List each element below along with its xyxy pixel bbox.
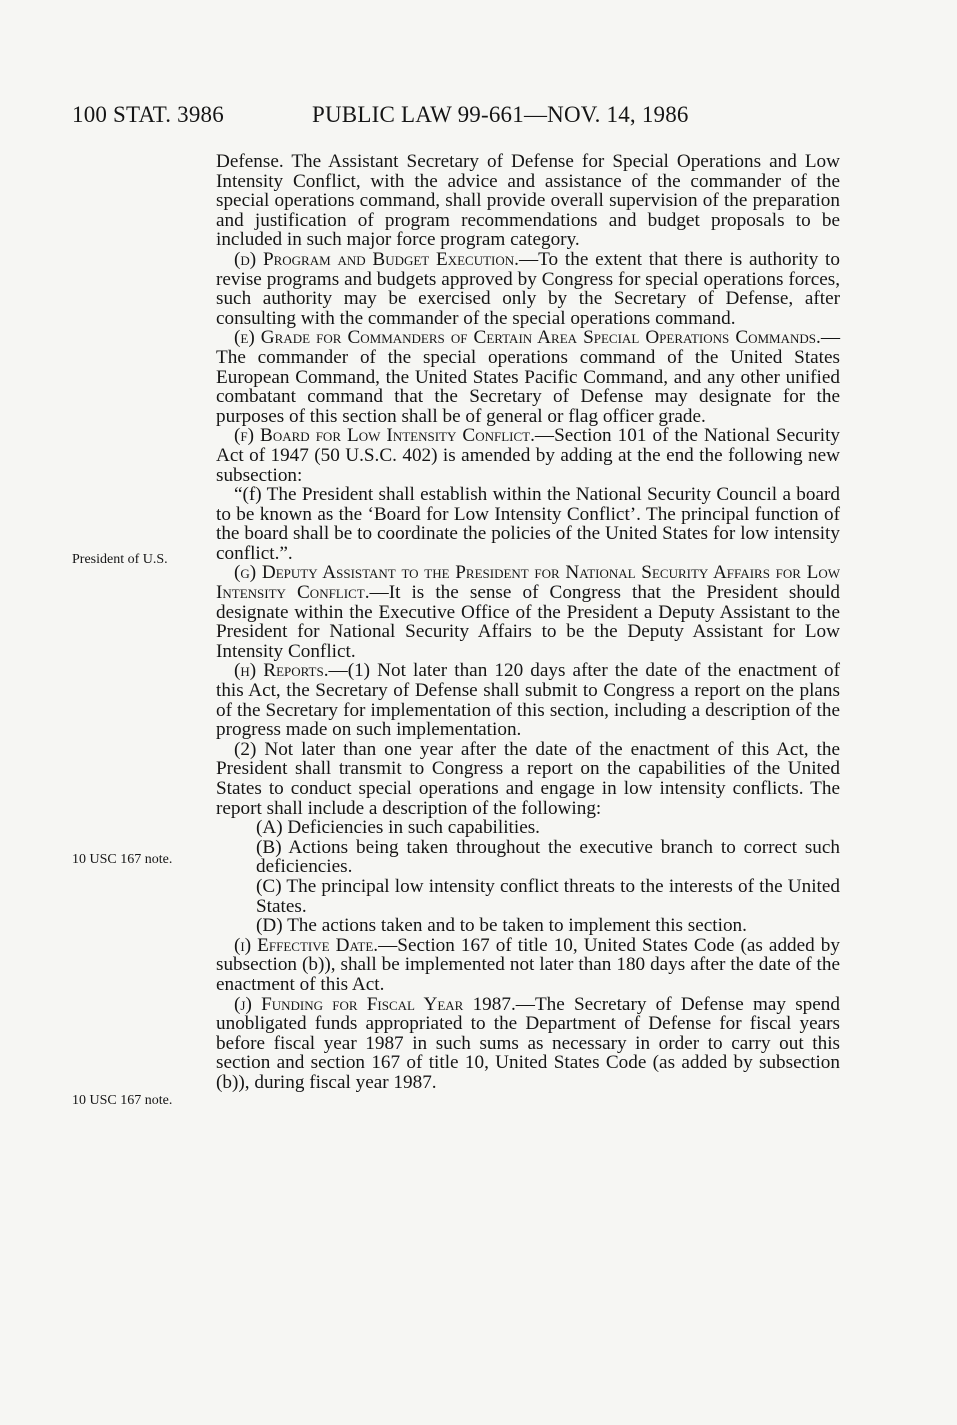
subsection-d: (d) Program and Budget Execution.—To the extent that there is authority to revise programs and budgets approved by Congress for special operations forces, such authority may be exercised only by the Secretary of Defense, after consulting with the commander of the special operations command. (216, 248, 840, 329)
margin-note-usc-2: 10 USC 167 note. (72, 1093, 173, 1108)
subsection-d-heading: (d) Program and Budget Execution. (234, 248, 519, 270)
subsection-e: (e) Grade for Commanders of Certain Area Special Operations Commands.—The commander of the special operations command of the United States European Command, the United States Pacific Command, and any other unified combatant command that the Secretary of Defense may designate for the purposes of this section shall be of general or flag officer grade. (216, 327, 841, 427)
subsection-j-heading: (j) Funding for Fiscal Year 1987. (234, 993, 516, 1015)
subsection-f: (f) Board for Low Intensity Conflict.—Section 101 of the National Security Act of 1947 (50 U.S.C. 402) is amended by adding at the end the following new subsection: (216, 425, 840, 486)
list-item-b: (B) Actions being taken throughout the executive branch to correct such deficiencies. (256, 836, 840, 878)
subsection-h-2: (2) Not later than one year after the date of the enactment of this Act, the President shall transmit to Congress a report on the capabilities of the United States to conduct special operations and engage in low intensity conflicts. The report shall include a description of the following: (216, 738, 840, 819)
list-item-d: (D) The actions taken and to be taken to implement this section. (256, 915, 747, 937)
list-item-c: (C) The principal low intensity conflict threats to the interests of the United States. (256, 875, 840, 917)
list-item-a: (A) Deficiencies in such capabilities. (256, 817, 540, 839)
subsection-j: (j) Funding for Fiscal Year 1987.—The Secretary of Defense may spend unobligated funds appropriated to the Department of Defense for fiscal years before fiscal year 1987 in such sums as necessary in order to carry out this section and section 167 of title 10, United States Code (as added by subsection (b)), during fiscal year 1987. (216, 993, 840, 1093)
subsection-g-heading: (g) Deputy Assistant to the President for National Security Affairs for Low Intensity Conflict. (216, 562, 840, 604)
subsection-h: (h) Reports.—(1) Not later than 120 days after the date of the enactment of this Act, the Secretary of Defense shall submit to Congress a report on the plans of the Secretary for implementation of this section, including a description of the progress made on such implementation. (216, 660, 840, 741)
subsection-i-heading: (i) Effective Date. (234, 934, 379, 956)
subsection-g: (g) Deputy Assistant to the President for National Security Affairs for Low Intensity Conflict.—It is the sense of Congress that the President should designate within the Executive Office of the President a Deputy Assistant to the President for National Security Affairs to be the Deputy Assistant for Low Intensity Conflict. (216, 562, 841, 662)
subsection-f-quote: “(f) The President shall establish within the National Security Council a board to be known as the ‘Board for Low Intensity Conflict’. The principal function of the board shall be to coordinate the policies of the United States for low intensity conflict.”. (216, 484, 840, 564)
public-law-citation: PUBLIC LAW 99-661—NOV. 14, 1986 (312, 102, 689, 127)
page-header (72, 102, 892, 132)
margin-note-usc-1: 10 USC 167 note. (72, 852, 173, 867)
margin-note-president: President of U.S. (72, 552, 168, 567)
subsection-e-heading: (e) Grade for Commanders of Certain Area Special Operations Commands. (234, 327, 821, 349)
body-text (216, 152, 840, 1093)
statute-page-number: 100 STAT. 3986 (72, 102, 224, 127)
subsection-i: (i) Effective Date.—Section 167 of title 10, United States Code (as added by subsection (b)), shall be implemented not later than 180 days after the date of the enactment of this Act. (216, 934, 840, 995)
subsection-h-heading: (h) Reports. (234, 660, 329, 682)
paragraph-continuation: Defense. The Assistant Secretary of Defense for Special Operations and Low Intensity Conflict, with the advice and assistance of the commander of the special operations command, shall provide overall supervision of the preparation and justification of program recommendations and budget proposals to be included in such major force program category. (216, 151, 840, 251)
subsection-f-heading: (f) Board for Low Intensity Conflict. (234, 425, 535, 447)
